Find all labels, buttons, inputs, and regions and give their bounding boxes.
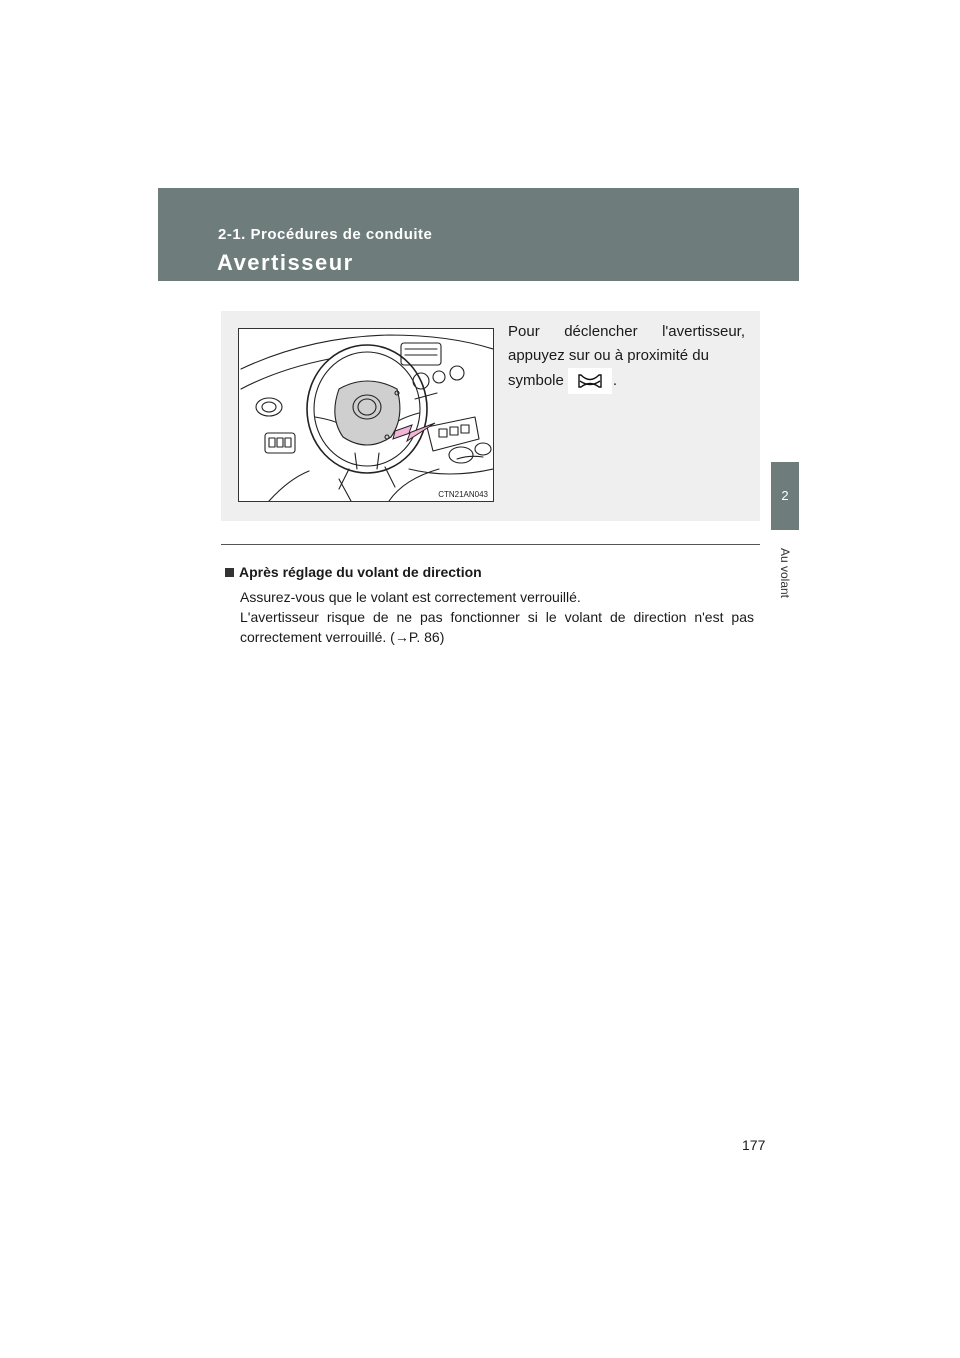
steering-wheel-illustration: [238, 328, 494, 502]
chapter-header: [158, 188, 799, 281]
page-title: Avertisseur: [217, 250, 354, 275]
note-line: L'avertisseur risque de ne pas fonctionner si le volant de direction n'est pas correctement verrouillé. (→P. 86): [240, 609, 754, 645]
horn-icon: [568, 368, 612, 394]
figure-code: CTN21AN043: [438, 490, 488, 499]
section-divider: [221, 544, 760, 545]
illustration-box: [221, 311, 760, 521]
section-label: 2-1. Procédures de conduite: [218, 226, 433, 243]
page-number: 177: [742, 1137, 766, 1153]
note-heading: [225, 564, 482, 580]
symbol-word: symbole: [508, 371, 564, 389]
note-body: [240, 587, 754, 647]
instruction-text: [508, 320, 745, 394]
instruction-line: Pour déclencher l'avertisseur, appuyez sur ou à proximité du: [508, 323, 745, 364]
instruction-end-punct: .: [612, 371, 618, 389]
instruction-symbol-line: [508, 368, 745, 394]
note-heading-text: Après réglage du volant de direction: [239, 564, 482, 580]
note-line: Assurez-vous que le volant est correctement verrouillé.: [240, 589, 581, 605]
chapter-tab-number: 2: [781, 488, 789, 503]
chapter-tab-label: Au volant: [778, 547, 792, 599]
square-bullet-icon: [225, 568, 234, 577]
steering-wheel-drawing: [239, 329, 493, 501]
chapter-tab[interactable]: [771, 462, 799, 530]
